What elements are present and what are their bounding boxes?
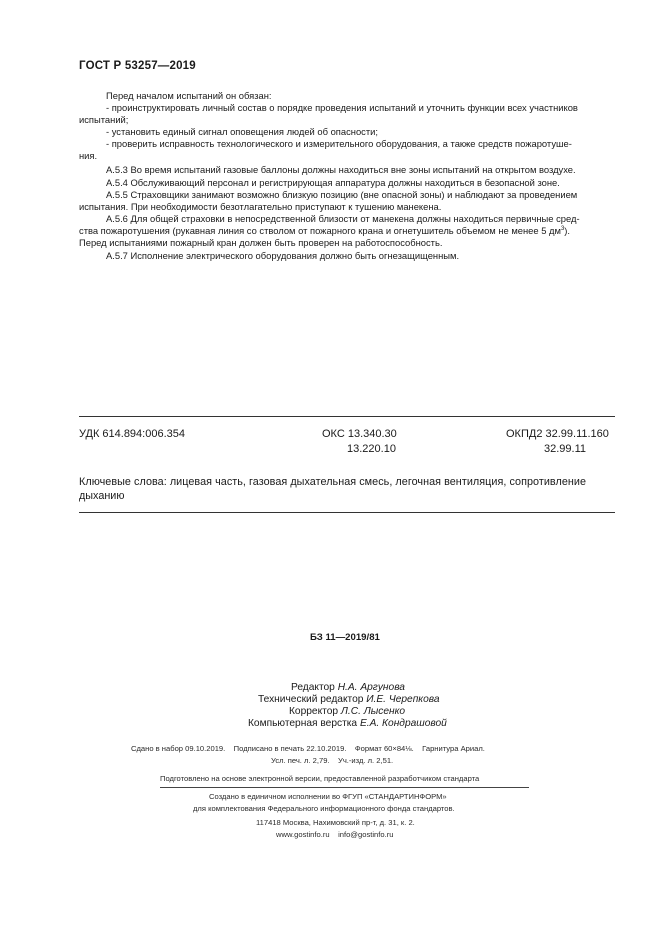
editor-name: Н.А. Аргунова	[337, 682, 405, 693]
clause-a-5-6-line-2-end: ).	[564, 225, 571, 236]
clause-a-5-5-line-1: А.5.5 Страховщики занимают возможно близкую позицию (вне опасной зоны) и наблюдают за проведением	[106, 189, 578, 200]
divider-bottom	[79, 512, 615, 513]
keywords-line-1: Ключевые слова: лицевая часть, газовая дыхательная смесь, легочная вентиляция, сопротивление	[79, 476, 587, 488]
layout-name: Е.А. Кондрашовой	[359, 718, 447, 729]
body-intro: Перед началом испытаний он обязан:	[106, 90, 272, 101]
email-link[interactable]: info@gostinfo.ru	[338, 830, 394, 839]
editor-line	[291, 682, 405, 693]
clause-a-5-4: А.5.4 Обслуживающий персонал и регистрирующая аппаратура должны находиться в безопасной зоне.	[106, 177, 560, 188]
clause-a-5-6-line-2-text: ства пожаротушения (рукавная линия со стволом от пожарного крана и огнетушитель объемом не менее 5 дм	[79, 225, 561, 236]
clause-a-5-7: А.5.7 Исполнение электрического оборудования должно быть огнезащищенным.	[106, 250, 460, 261]
body-bullet-3-line-2: ния.	[79, 150, 98, 161]
imprint-divider	[160, 787, 529, 788]
document-header-standard: ГОСТ Р 53257—2019	[79, 60, 196, 72]
udk-code: УДК 614.894:006.354	[79, 428, 185, 440]
clause-a-5-6-line-2	[79, 225, 570, 237]
clause-a-5-3: А.5.3 Во время испытаний газовые баллоны должны находиться вне зоны испытаний на открытом воздухе.	[106, 164, 576, 175]
superscript-3: 3	[560, 225, 565, 232]
print-info-line-2: Усл. печ. л. 2,79. Уч.-изд. л. 2,51.	[271, 756, 394, 765]
contacts-line	[276, 830, 393, 839]
created-line-1: Создано в единичном исполнении во ФГУП «СТАНДАРТИНФОРМ»	[209, 792, 447, 801]
layout-line	[248, 718, 447, 729]
website-link[interactable]: www.gostinfo.ru	[276, 830, 330, 839]
corrector-role: Корректор	[289, 706, 339, 717]
clause-a-5-6-line-1: А.5.6 Для общей страховки в непосредственной близости от манекена должны находиться первичные сред-	[106, 213, 580, 224]
tech-editor-name: И.Е. Черепкова	[366, 694, 440, 705]
oks-code-2: 13.220.10	[347, 443, 396, 455]
okpd-code-2: 32.99.11	[544, 443, 587, 455]
corrector-line	[289, 706, 405, 717]
oks-code-1: ОКС 13.340.30	[322, 428, 397, 440]
clause-a-5-5-line-2: испытания. При необходимости безотлагательно приступают к тушению манекена.	[79, 201, 442, 212]
bz-number: БЗ 11—2019/81	[310, 632, 380, 643]
body-bullet-2: - установить единый сигнал оповещения людей об опасности;	[106, 126, 378, 137]
tech-editor-role: Технический редактор	[258, 694, 364, 705]
print-info-line-1: Сдано в набор 09.10.2019. Подписано в печать 22.10.2019. Формат 60×84⅛. Гарнитура Ариал.	[131, 744, 485, 753]
keywords-line-2: дыханию	[79, 490, 125, 502]
okpd-code-1: ОКПД2 32.99.11.160	[506, 428, 609, 440]
corrector-name: Л.С. Лысенко	[340, 706, 406, 717]
body-bullet-3-line-1: - проверить исправность технологического и измерительного оборудования, а также средств пожаротуше-	[106, 138, 572, 149]
created-line-2: для комплектования Федерального информационного фонда стандартов.	[193, 804, 455, 813]
body-bullet-1-line-2: испытаний;	[79, 114, 129, 125]
clause-a-5-6-line-3: Перед испытаниями пожарный кран должен быть проверен на работоспособность.	[79, 237, 443, 248]
publisher-address: 117418 Москва, Нахимовский пр-т, д. 31, к. 2.	[256, 818, 415, 827]
divider-top	[79, 416, 615, 417]
body-bullet-1-line-1: - проинструктировать личный состав о порядке проведения испытаний и уточнить функции всех участников	[106, 102, 578, 113]
prepared-note: Подготовлено на основе электронной версии, предоставленной разработчиком стандарта	[160, 774, 480, 783]
tech-editor-line	[258, 694, 440, 705]
layout-role: Компьютерная верстка	[248, 718, 358, 729]
editor-role: Редактор	[291, 682, 335, 693]
